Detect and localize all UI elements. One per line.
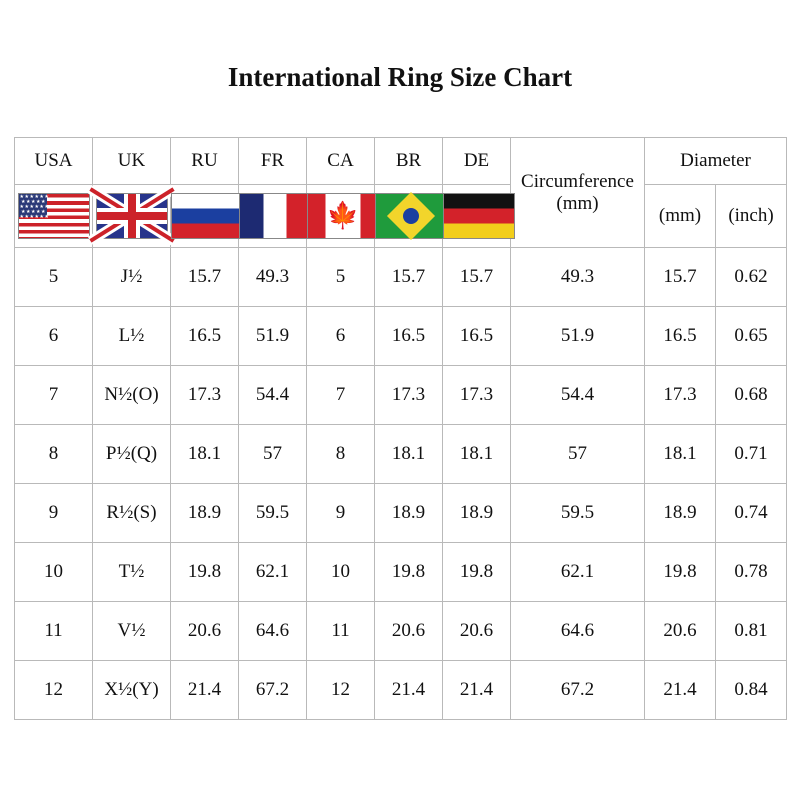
flag-brazil-icon bbox=[375, 193, 447, 239]
cell-circumference: 59.5 bbox=[511, 484, 645, 543]
cell-diameter-mm: 16.5 bbox=[645, 307, 716, 366]
cell-diameter-inch: 0.74 bbox=[716, 484, 787, 543]
cell-diameter-mm: 17.3 bbox=[645, 366, 716, 425]
column-header-ru: RU bbox=[171, 138, 239, 185]
cell-usa: 9 bbox=[15, 484, 93, 543]
column-header-diameter-mm: (mm) bbox=[645, 185, 716, 248]
cell-uk: L½ bbox=[93, 307, 171, 366]
flag-cell-br bbox=[375, 185, 443, 248]
cell-diameter-inch: 0.84 bbox=[716, 661, 787, 720]
cell-uk: N½(O) bbox=[93, 366, 171, 425]
column-header-fr: FR bbox=[239, 138, 307, 185]
cell-ca: 8 bbox=[307, 425, 375, 484]
cell-circumference: 67.2 bbox=[511, 661, 645, 720]
cell-uk: V½ bbox=[93, 602, 171, 661]
cell-ru: 15.7 bbox=[171, 248, 239, 307]
cell-ru: 18.9 bbox=[171, 484, 239, 543]
flag-cell-usa bbox=[15, 185, 93, 248]
column-header-br: BR bbox=[375, 138, 443, 185]
table-row bbox=[15, 307, 787, 366]
flag-germany-icon bbox=[443, 193, 515, 239]
cell-de: 20.6 bbox=[443, 602, 511, 661]
cell-uk: X½(Y) bbox=[93, 661, 171, 720]
flag-cell-de bbox=[443, 185, 511, 248]
cell-diameter-mm: 18.1 bbox=[645, 425, 716, 484]
column-header-usa: USA bbox=[15, 138, 93, 185]
cell-usa: 12 bbox=[15, 661, 93, 720]
column-header-circumference: Circumference (mm) bbox=[511, 138, 645, 248]
ring-size-table bbox=[14, 137, 787, 720]
table-header-labels-row bbox=[15, 138, 787, 185]
cell-diameter-mm: 19.8 bbox=[645, 543, 716, 602]
flag-cell-ca bbox=[307, 185, 375, 248]
cell-fr: 49.3 bbox=[239, 248, 307, 307]
flag-uk-horizontal-red bbox=[97, 212, 167, 220]
cell-ru: 20.6 bbox=[171, 602, 239, 661]
cell-usa: 7 bbox=[15, 366, 93, 425]
flag-cell-ru bbox=[171, 185, 239, 248]
cell-br: 17.3 bbox=[375, 366, 443, 425]
flag-usa-icon bbox=[18, 193, 90, 239]
cell-fr: 57 bbox=[239, 425, 307, 484]
flag-france-icon bbox=[239, 193, 311, 239]
table-row bbox=[15, 484, 787, 543]
flag-russia-icon bbox=[171, 193, 243, 239]
table-row bbox=[15, 366, 787, 425]
column-header-de: DE bbox=[443, 138, 511, 185]
cell-de: 16.5 bbox=[443, 307, 511, 366]
cell-usa: 8 bbox=[15, 425, 93, 484]
table-row bbox=[15, 425, 787, 484]
cell-uk: T½ bbox=[93, 543, 171, 602]
cell-ca: 9 bbox=[307, 484, 375, 543]
cell-diameter-inch: 0.78 bbox=[716, 543, 787, 602]
cell-fr: 51.9 bbox=[239, 307, 307, 366]
cell-ca: 7 bbox=[307, 366, 375, 425]
table-header-flags-row bbox=[15, 185, 787, 248]
cell-usa: 11 bbox=[15, 602, 93, 661]
cell-ca: 12 bbox=[307, 661, 375, 720]
cell-usa: 6 bbox=[15, 307, 93, 366]
cell-br: 18.9 bbox=[375, 484, 443, 543]
cell-diameter-inch: 0.81 bbox=[716, 602, 787, 661]
cell-br: 19.8 bbox=[375, 543, 443, 602]
cell-circumference: 54.4 bbox=[511, 366, 645, 425]
flag-uk-icon bbox=[96, 193, 168, 239]
cell-usa: 10 bbox=[15, 543, 93, 602]
cell-ru: 19.8 bbox=[171, 543, 239, 602]
cell-diameter-inch: 0.71 bbox=[716, 425, 787, 484]
cell-br: 18.1 bbox=[375, 425, 443, 484]
table-row bbox=[15, 543, 787, 602]
maple-leaf-icon: 🍁 bbox=[326, 201, 360, 230]
cell-fr: 67.2 bbox=[239, 661, 307, 720]
cell-fr: 54.4 bbox=[239, 366, 307, 425]
table-row bbox=[15, 602, 787, 661]
cell-diameter-mm: 21.4 bbox=[645, 661, 716, 720]
flag-brazil-globe bbox=[403, 208, 419, 224]
cell-ca: 10 bbox=[307, 543, 375, 602]
cell-ru: 18.1 bbox=[171, 425, 239, 484]
flag-cell-fr bbox=[239, 185, 307, 248]
cell-ca: 5 bbox=[307, 248, 375, 307]
cell-diameter-inch: 0.62 bbox=[716, 248, 787, 307]
cell-circumference: 49.3 bbox=[511, 248, 645, 307]
cell-ru: 16.5 bbox=[171, 307, 239, 366]
table-row bbox=[15, 248, 787, 307]
column-header-diameter-inch: (inch) bbox=[716, 185, 787, 248]
cell-circumference: 62.1 bbox=[511, 543, 645, 602]
cell-uk: R½(S) bbox=[93, 484, 171, 543]
page-title: International Ring Size Chart bbox=[227, 62, 573, 92]
cell-ru: 21.4 bbox=[171, 661, 239, 720]
cell-diameter-inch: 0.68 bbox=[716, 366, 787, 425]
cell-br: 16.5 bbox=[375, 307, 443, 366]
cell-br: 20.6 bbox=[375, 602, 443, 661]
cell-diameter-mm: 15.7 bbox=[645, 248, 716, 307]
cell-de: 19.8 bbox=[443, 543, 511, 602]
flag-cell-uk bbox=[93, 185, 171, 248]
cell-ru: 17.3 bbox=[171, 366, 239, 425]
cell-fr: 59.5 bbox=[239, 484, 307, 543]
column-header-ca: CA bbox=[307, 138, 375, 185]
cell-circumference: 51.9 bbox=[511, 307, 645, 366]
cell-de: 17.3 bbox=[443, 366, 511, 425]
cell-uk: J½ bbox=[93, 248, 171, 307]
cell-br: 15.7 bbox=[375, 248, 443, 307]
cell-de: 18.9 bbox=[443, 484, 511, 543]
cell-uk: P½(Q) bbox=[93, 425, 171, 484]
flag-usa-stars: ★★★★★★ ★★★★★ ★★★★★★ ★★★★★ ★★★★★★ ★★★★★ bbox=[19, 195, 50, 225]
cell-ca: 6 bbox=[307, 307, 375, 366]
table-row bbox=[15, 661, 787, 720]
cell-diameter-mm: 18.9 bbox=[645, 484, 716, 543]
flag-canada-icon bbox=[307, 193, 379, 239]
cell-fr: 64.6 bbox=[239, 602, 307, 661]
cell-diameter-inch: 0.65 bbox=[716, 307, 787, 366]
column-header-diameter: Diameter bbox=[645, 138, 787, 185]
cell-usa: 5 bbox=[15, 248, 93, 307]
cell-circumference: 64.6 bbox=[511, 602, 645, 661]
cell-diameter-mm: 20.6 bbox=[645, 602, 716, 661]
cell-de: 15.7 bbox=[443, 248, 511, 307]
cell-br: 21.4 bbox=[375, 661, 443, 720]
cell-de: 21.4 bbox=[443, 661, 511, 720]
cell-de: 18.1 bbox=[443, 425, 511, 484]
cell-fr: 62.1 bbox=[239, 543, 307, 602]
cell-ca: 11 bbox=[307, 602, 375, 661]
column-header-uk: UK bbox=[93, 138, 171, 185]
cell-circumference: 57 bbox=[511, 425, 645, 484]
